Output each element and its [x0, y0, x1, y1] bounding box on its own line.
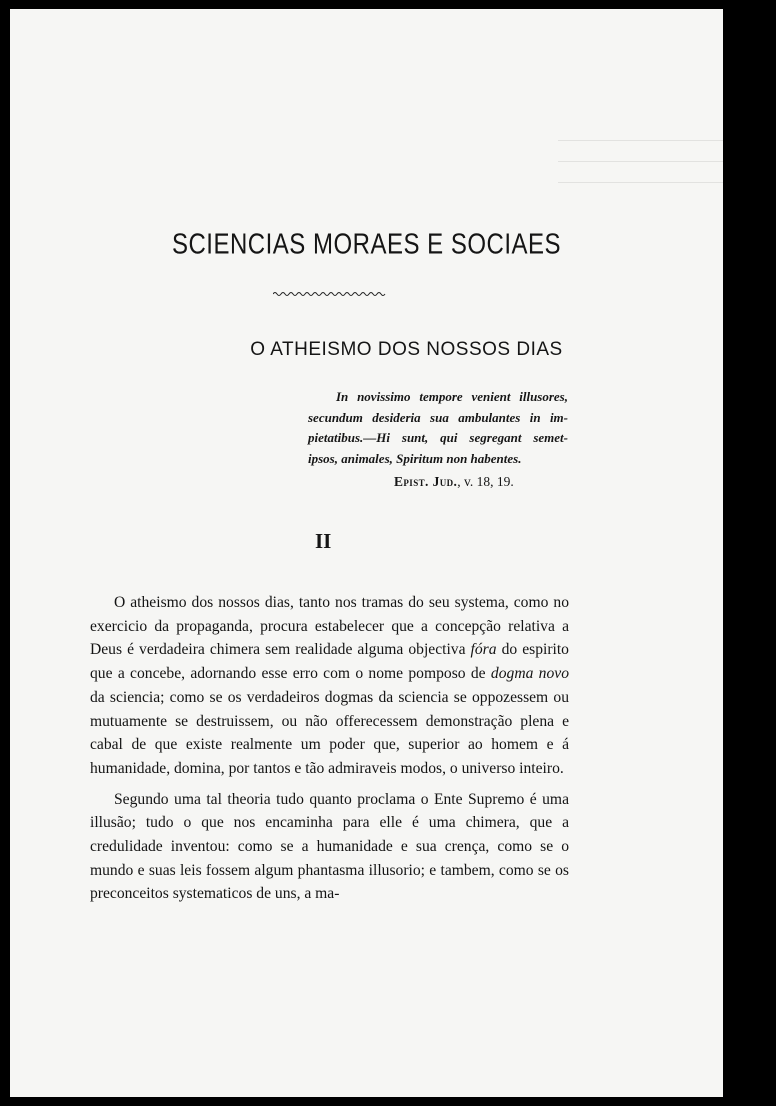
- book-page: [10, 9, 723, 1097]
- chapter-number: II: [315, 529, 332, 553]
- paragraph-emphasis: dogma novo: [490, 665, 569, 683]
- section-title: SCIENCIAS MORAES E SOCIAES: [171, 228, 562, 261]
- paragraph: [90, 591, 569, 781]
- paragraph: Segundo uma tal theoria tudo quanto proclama o Ente Supremo é uma illusão; tudo o que nos encaminha para elle é uma chimera, que a credulidade inventou: como se a humanidade e sua crença, como se o mundo e suas leis fossem algum phantasma illusorio; e tambem, como se os preconceitos systematicos de uns, a ma-: [90, 790, 569, 903]
- paragraph-text: do espirito que a concebe, adornando esse erro com o nome pomposo de: [90, 641, 569, 683]
- epigraph-line: ipsos, animales, Spiritum non habentes.: [308, 450, 522, 466]
- paragraph-text: da sciencia; como se os verdadeiros dogmas da sciencia se oppozessem ou mutuamente se destruissem, ou não offerecessem demonstração plena e cabal de que existe realmente um poder que, superior ao homem e á humanidade, domina, por tantos e tão admiraveis modos, o universo inteiro.: [90, 688, 569, 777]
- epigraph-line: pietatibus.—Hi sunt, qui segregant semet-: [308, 430, 568, 445]
- citation-source: Epist. Jud.: [394, 474, 458, 489]
- epigraph: [308, 387, 568, 469]
- epigraph-line: In novissimo tempore venient illusores,: [336, 389, 568, 404]
- paragraph-text: O atheismo dos nossos dias, tanto nos tramas do seu systema, como no exercicio da propaganda, procura estabelecer que a concepção relativa a Deus é verdadeira chimera sem realidade alguma objectiva: [90, 594, 569, 659]
- article-title: O ATHEISMO DOS NOSSOS DIAS: [250, 339, 563, 360]
- wavy-rule-ornament: [273, 290, 387, 298]
- body-text: [90, 591, 569, 906]
- citation-reference: , v. 18, 19.: [457, 474, 514, 489]
- paragraph-emphasis: fóra: [470, 641, 497, 659]
- epigraph-line: secundum desideria sua ambulantes in im-: [308, 409, 568, 425]
- epigraph-citation: [394, 474, 514, 490]
- bleed-through-texture: [558, 93, 723, 189]
